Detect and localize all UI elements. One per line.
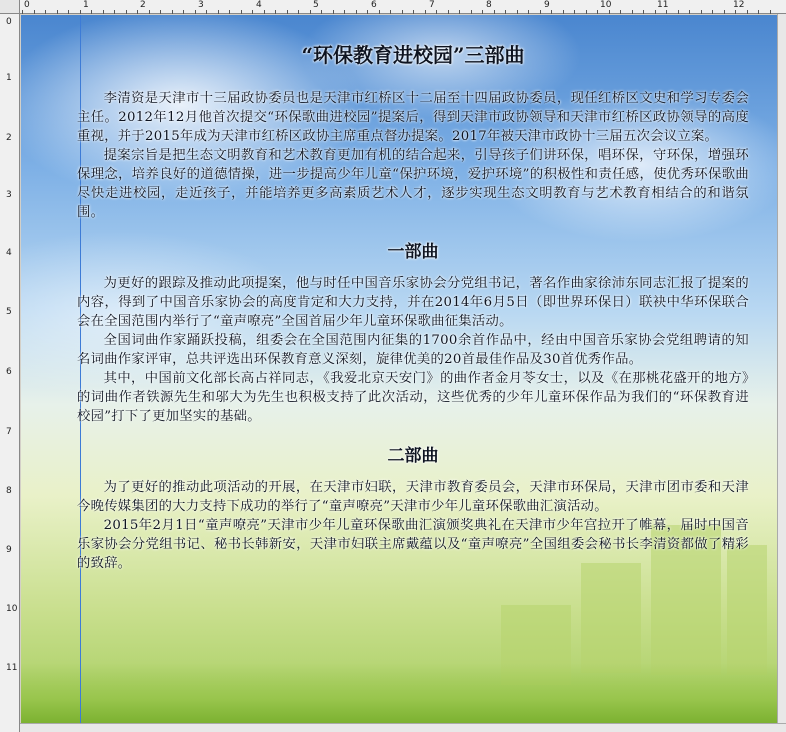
ruler-label: 7 — [6, 427, 12, 437]
ruler-tick — [160, 10, 161, 14]
horizontal-ruler[interactable] — [0, 0, 786, 14]
ruler-tick — [356, 10, 357, 14]
ruler-tick — [310, 10, 311, 14]
ruler-origin[interactable] — [0, 0, 20, 14]
ruler-tick — [494, 10, 495, 14]
ruler-label: 6 — [6, 367, 12, 377]
section-paragraph: 为更好的跟踪及推动此项提案，他与时任中国音乐家协会分党组书记，著名作曲家徐沛东同志汇报了提案的内容，得到了中国音乐家协会的高度肯定和大力支持，并在2014年6月5日（即世界环保日）联袂中华环保联合会在全国范围内举行了“童声嘹亮”全国首届少年儿童环保歌曲征集活动。 — [77, 276, 749, 329]
section-title: 二部曲 — [387, 446, 439, 466]
ruler-label: 2 — [6, 133, 12, 143]
intro-paragraph: 李清资是天津市十三届政协委员也是天津市红桥区十二届至十四届政协委员，现任红桥区文史和学习专委会主任。2012年12月他首次提交“环保歌曲进校园”提案后，得到天津市政协领导和天津市红桥区政协领导的高度重视，并于2015年成为天津市红桥区政协主席重点督办提案。2017年被天津市政协十三届五次会议立案。 — [77, 91, 749, 144]
document-canvas[interactable] — [21, 15, 777, 723]
ruler-tick — [275, 10, 276, 14]
ruler-tick — [114, 10, 115, 14]
section-paragraph: 2015年2月1日“童声嘹亮”天津市少年儿童环保歌曲汇演颁奖典礼在天津市少年宫拉开了帷幕，届时中国音乐家协会分党组书记、秘书长韩新安，天津市妇联主席戴蕴以及“童声嘹亮”全国组委会秘书长李清资都做了精彩的致辞。 — [77, 518, 749, 571]
ruler-label: 9 — [6, 545, 12, 555]
ruler-tick — [229, 10, 230, 14]
page-title: “环保教育进校园”三部曲 — [301, 43, 525, 67]
ruler-tick — [678, 10, 679, 14]
ruler-label: 11 — [6, 663, 18, 673]
ruler-tick — [574, 10, 575, 14]
ruler-tick — [22, 10, 23, 14]
ruler-label: 4 — [256, 0, 262, 10]
ruler-label: 9 — [544, 0, 550, 10]
ruler-tick — [218, 10, 219, 14]
ruler-label: 3 — [6, 190, 12, 200]
ruler-tick — [609, 10, 610, 14]
ruler-tick — [666, 10, 667, 14]
ruler-tick — [770, 10, 771, 14]
ruler-tick — [321, 10, 322, 14]
ruler-tick — [195, 10, 196, 14]
ruler-tick — [735, 10, 736, 14]
ruler-tick — [390, 10, 391, 14]
ruler-tick — [333, 10, 334, 14]
ruler-tick — [517, 10, 518, 14]
ruler-tick — [758, 10, 759, 14]
ruler-tick — [344, 10, 345, 14]
ruler-tick — [172, 10, 173, 14]
ruler-tick — [425, 10, 426, 14]
ruler-label: 4 — [6, 248, 12, 258]
section-paragraph: 为了更好的推动此项活动的开展，在天津市妇联，天津市教育委员会，天津市环保局，天津市团市委和天津今晚传媒集团的大力支持下成功的举行了“童声嘹亮”天津市少年儿童环保歌曲汇演活动。 — [77, 480, 749, 514]
ruler-tick — [80, 10, 81, 14]
ruler-label: 0 — [24, 0, 30, 10]
ruler-tick — [68, 10, 69, 14]
ruler-tick — [724, 10, 725, 14]
ruler-tick — [459, 10, 460, 14]
section-paragraph: 全国词曲作家踊跃投稿，组委会在全国范围内征集的1700余首作品中，经由中国音乐家协会党组聘请的知名词曲作家评审，总共评选出环保教育意义深刻，旋律优美的20首最佳作品及30首优秀作品。 — [77, 333, 749, 367]
ruler-tick — [563, 10, 564, 14]
ruler-tick — [183, 10, 184, 14]
ruler-tick — [597, 10, 598, 14]
ruler-tick — [252, 10, 253, 14]
ruler-tick — [45, 10, 46, 14]
ruler-tick — [471, 10, 472, 14]
ruler-tick — [241, 10, 242, 14]
ruler-label: 10 — [6, 604, 18, 614]
ruler-tick — [103, 10, 104, 14]
ruler-label: 1 — [6, 73, 12, 83]
ruler-label: 5 — [313, 0, 319, 10]
ruler-tick — [643, 10, 644, 14]
ruler-tick — [34, 10, 35, 14]
ruler-tick — [747, 10, 748, 14]
ruler-label: 12 — [733, 0, 745, 10]
building-silhouette — [581, 563, 641, 673]
ruler-tick — [287, 10, 288, 14]
ruler-tick — [436, 10, 437, 14]
ruler-tick — [298, 10, 299, 14]
ruler-tick — [448, 10, 449, 14]
ruler-tick — [206, 10, 207, 14]
ruler-tick — [379, 10, 380, 14]
ruler-tick — [712, 10, 713, 14]
ruler-label: 8 — [486, 0, 492, 10]
vertical-scrollbar[interactable] — [777, 14, 786, 732]
ruler-label: 1 — [83, 0, 89, 10]
grass-background — [21, 663, 777, 723]
ruler-tick — [551, 10, 552, 14]
ruler-label: 8 — [6, 486, 12, 496]
ruler-label: 10 — [600, 0, 612, 10]
ruler-tick — [586, 10, 587, 14]
ruler-label: 0 — [6, 17, 12, 27]
ruler-tick — [264, 10, 265, 14]
ruler-tick — [701, 10, 702, 14]
ruler-tick — [482, 10, 483, 14]
intro-paragraph: 提案宗旨是把生态文明教育和艺术教育更加有机的结合起来，引导孩子们讲环保，唱环保，守环保，增强环保理念，培养良好的道德情操，进一步提高少年儿童“保护环境，爱护环境”的积极性和责任感，使优秀环保歌曲尽快走进校园，走近孩子，并能培养更多高素质艺术人才，逐步实现生态文明教育与艺术教育相结合的和谐氛围。 — [77, 148, 749, 220]
ruler-tick — [413, 10, 414, 14]
vertical-ruler[interactable] — [0, 0, 20, 732]
ruler-tick — [655, 10, 656, 14]
ruler-tick — [137, 10, 138, 14]
ruler-tick — [528, 10, 529, 14]
text-layer[interactable] — [77, 41, 749, 573]
ruler-tick — [91, 10, 92, 14]
ruler-tick — [402, 10, 403, 14]
ruler-tick — [367, 10, 368, 14]
section-title: 一部曲 — [387, 242, 439, 262]
ruler-tick — [689, 10, 690, 14]
horizontal-scrollbar[interactable] — [20, 723, 786, 732]
ruler-label: 11 — [657, 0, 669, 10]
ruler-tick — [57, 10, 58, 14]
ruler-tick — [632, 10, 633, 14]
ruler-label: 7 — [429, 0, 435, 10]
ruler-label: 2 — [140, 0, 146, 10]
ruler-tick — [540, 10, 541, 14]
ruler-label: 6 — [371, 0, 377, 10]
ruler-label: 5 — [6, 307, 12, 317]
ruler-tick — [149, 10, 150, 14]
ruler-tick — [620, 10, 621, 14]
ruler-tick — [126, 10, 127, 14]
ruler-label: 3 — [198, 0, 204, 10]
ruler-tick — [505, 10, 506, 14]
section-paragraph: 其中，中国前文化部长高占祥同志，《我爱北京天安门》的曲作者金月苓女士，以及《在那桃花盛开的地方》的词曲作者铁源先生和邬大为先生也积极支持了此次活动，这些优秀的少年儿童环保作品为我们的“环保教育进校园”打下了更加坚实的基础。 — [77, 371, 749, 424]
